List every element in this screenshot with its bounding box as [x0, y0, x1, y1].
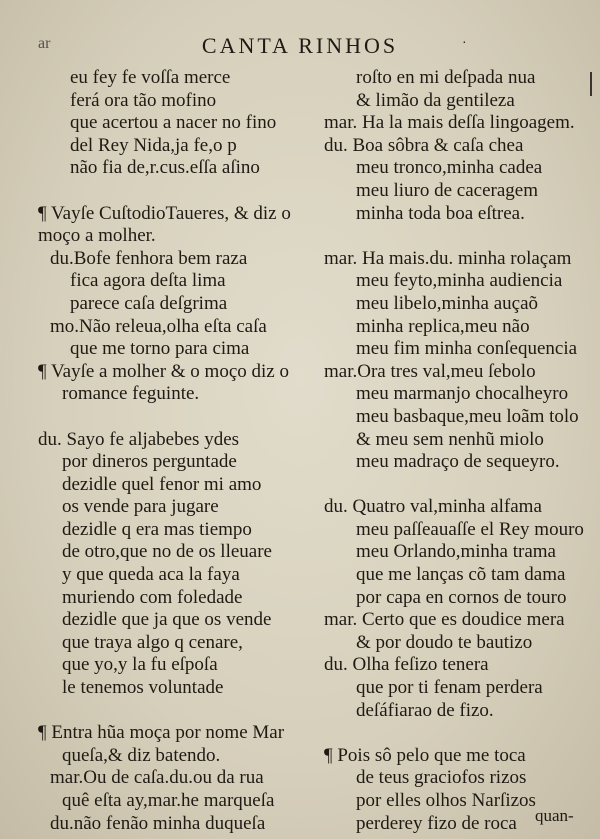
- verse-line: mar.Ou de caſa.du.ou da rua: [50, 767, 264, 789]
- verse-line: parece caſa deſgrima: [70, 292, 228, 314]
- verse-line: meu Orlando,minha trama: [356, 541, 556, 563]
- verse-line: por dineros perguntade: [62, 451, 237, 473]
- stanza-gap: [318, 225, 596, 248]
- verse-line: que por ti fenam perdera: [356, 677, 543, 699]
- verse-line: meu marmanjo chocalheyro: [356, 383, 569, 405]
- head-ornament: ·: [462, 36, 467, 51]
- verse-line: & meu sem nenhũ miolo: [356, 428, 544, 450]
- verse-line: meu liuro de caceragem: [356, 179, 538, 201]
- verse-line: meu libelo,minha auçaõ: [356, 292, 539, 314]
- verse-line: ¶ Vayſe CuſtodioTaueres, & diz o moço a molher.: [38, 202, 291, 247]
- verse-line: não fia de,r.cus.eſſa aſino: [70, 157, 260, 179]
- verse-line: mo.Não releua,olha eſta caſa: [50, 315, 267, 337]
- stanza-gap: [318, 474, 596, 497]
- verse-line: mar.Ora tres val,meu ſebolo: [324, 360, 536, 382]
- verse-line: le tenemos voluntade: [62, 677, 224, 699]
- verse-line: meu fim minha conſequencia: [356, 338, 578, 360]
- verse-line: & limão da gentileza: [356, 89, 515, 111]
- verse-line: que acertou a nacer no fino: [70, 112, 277, 134]
- verse-line: ¶ Vayſe a molher & o moço diz o: [38, 360, 289, 382]
- verse-line: muriendo com foledade: [62, 586, 243, 608]
- stanza-gap: [32, 180, 307, 203]
- verse-line: queſa,& diz batendo.: [62, 744, 221, 766]
- verse-line: del Rey Nida,ja fe,o p: [70, 134, 237, 156]
- verse-line: perderey fizo de roca: [356, 812, 517, 834]
- verse-line: du. Quatro val,minha alfama: [324, 496, 542, 518]
- verse-line: du. Olha feſizo tenera: [324, 654, 489, 676]
- stanza-gap: [32, 406, 307, 429]
- verse-line: mar. Certo que es doudice mera: [324, 609, 565, 631]
- verse-line: que me torno para cima: [70, 338, 250, 360]
- running-head: CANTA RINHOS: [201, 33, 399, 58]
- verse-line: ¶ Entra hũa moça por nome Mar: [38, 722, 285, 744]
- verse-line: deſáfiarao de fizo.: [356, 699, 494, 721]
- verse-line: meu paſſeauaſſe el Rey mouro: [356, 518, 584, 540]
- verse-line: ¶ Pois sô pelo que me toca: [324, 744, 526, 766]
- verse-line: du. Sayo fe aljabebes ydes: [38, 428, 240, 450]
- verse-line: meu feyto,minha audiencia: [356, 270, 563, 292]
- verse-line: mar. Ha la mais deſſa lingoagem.: [324, 112, 575, 134]
- verse-line: y que queda aca la faya: [62, 564, 240, 586]
- verse-line: ferá ora tão mofino: [70, 89, 217, 111]
- verse-line: que traya algo q cenare,: [62, 631, 243, 653]
- stanza-gap: [318, 722, 596, 745]
- verse-line: fica agora deſta lima: [70, 270, 226, 292]
- verse-line: que yo,y la fu eſpoſa: [62, 654, 218, 676]
- verse-line: por elles olhos Narſizos: [356, 790, 536, 811]
- verse-line: & por doudo te bautizo: [356, 631, 533, 653]
- verse-line: meu basbaque,meu loãm tolo: [356, 405, 579, 427]
- verse-line: minha toda boa eſtrea.: [356, 202, 525, 224]
- verse-line: quê eſta ay,mar.he marqueſa: [62, 790, 275, 811]
- verse-line: de otro,que no de os lleuare: [62, 541, 272, 563]
- verse-line: du.Bofe fenhora bem raza: [50, 247, 248, 269]
- verse-line: meu madraço de sequeyro.: [356, 451, 560, 473]
- verse-line: mar. Ha mais.du. minha rolaçam: [324, 247, 572, 269]
- verse-line: os vende para jugare: [62, 496, 219, 518]
- folio-mark: ar: [38, 35, 51, 52]
- stanza-gap: [32, 700, 307, 723]
- verse-line: minha replica,meu não: [356, 315, 530, 337]
- verse-line: romance feguinte.: [62, 383, 200, 405]
- verse-line: dezidle q era mas tiempo: [62, 518, 252, 540]
- verse-line: du.não fenão minha duqueſa: [50, 812, 266, 834]
- right-column: [318, 67, 596, 835]
- verse-line: dezidle quel fenor mi amo: [62, 473, 262, 495]
- verse-line: meu tronco,minha cadea: [356, 157, 543, 179]
- catchword: quan-: [535, 806, 574, 825]
- left-column: [32, 67, 307, 835]
- verse-line: du. Boa sôbra & caſa chea: [324, 134, 524, 156]
- verse-line: que me lanças cõ tam dama: [356, 564, 566, 586]
- verse-line: dezidle que ja que os vende: [62, 609, 272, 631]
- verse-line: de teus graciofos rizos: [356, 767, 527, 789]
- verse-line: roſto en mi deſpada nua: [356, 67, 536, 88]
- verse-line: por capa en cornos de touro: [356, 586, 567, 608]
- verse-line: eu fey fe voſſa merce: [70, 67, 231, 88]
